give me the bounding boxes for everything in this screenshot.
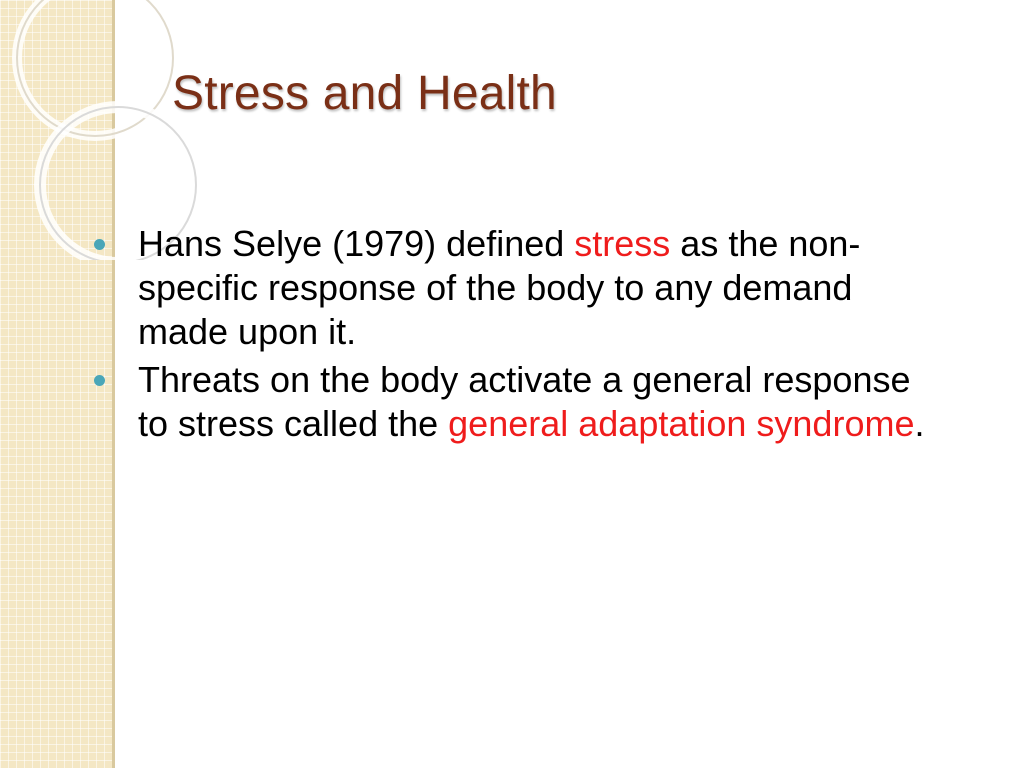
bullet-highlight: stress xyxy=(574,223,671,264)
bullet-item xyxy=(138,222,938,354)
slide-title: Stress and Health xyxy=(172,67,557,120)
bullet-text-end: as the non-specific response of the body to any demand made upon it. xyxy=(138,223,861,352)
bullet-text: Hans Selye (1979) defined xyxy=(138,223,575,264)
bullet-highlight: general adaptation syndrome xyxy=(448,403,915,444)
bullet-text-end: . xyxy=(914,403,925,444)
bullet-item xyxy=(138,358,938,446)
bullet-list xyxy=(138,222,938,450)
bullet-text: Threats on the body activate a general response to stress called the xyxy=(138,359,911,444)
bullet-dot-icon xyxy=(94,375,105,386)
bullet-dot-icon xyxy=(94,239,105,250)
decorative-rings xyxy=(0,0,200,260)
